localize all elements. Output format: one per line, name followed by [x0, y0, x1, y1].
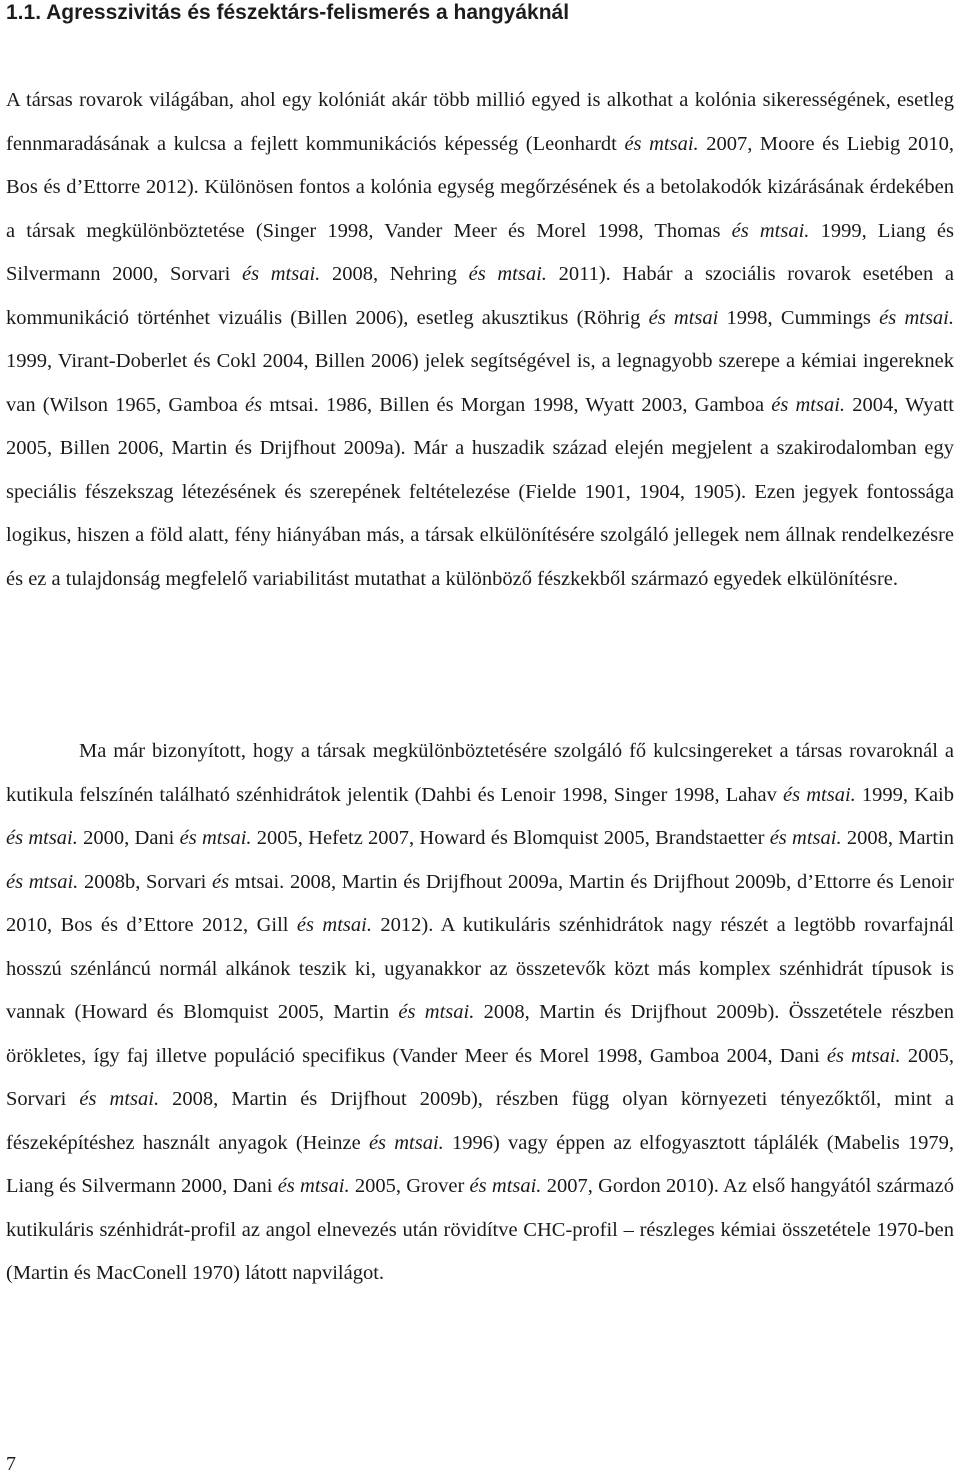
italic-citation-text: és mtsai. [826, 1044, 901, 1067]
paragraph-text: 2004, Wyatt 2005, Billen 2006, Martin és Drijfhout 2009a). Már a huszadik század elején megjelent a szakirodalomban egy speciális fészekszag létezésének és szerepének feltételezése (Fielde 1901, 1904, 1905). Ezen jegyek fontossága logikus, hiszen a föld alatt, fény hiányában más, a társak elkülönítésére szolgáló jellegek nem állnak rendelkezésre és ez a tulajdonság megfelelő variabilitást mutathat a különböző fészkekből származó egyedek elkülönítésre. [6, 393, 954, 590]
italic-citation-text: és mtsai. [783, 783, 856, 806]
paragraph-text: A társas rovarok világában, ahol egy kolóniát akár több millió egyed is alkothat a kolónia sikerességének, esetleg fennmaradásának a kulcsa a fejlett kommunikációs képesség (Leonhardt [6, 89, 954, 155]
italic-citation-text: és mtsai. [179, 827, 252, 849]
paragraph-text: 1998, Cummings [718, 306, 880, 329]
paragraph-text: 1999, Virant-Doberlet és Cokl 2004, Billen 2006) jelek segítségével is, a legnagyobb szerepe a kémiai ingereknek van (Wilson 1965, Gamboa [6, 350, 954, 416]
italic-citation-text: és mtsai. [6, 827, 78, 849]
paragraph-1 [6, 79, 954, 601]
italic-citation-text: és mtsai. [368, 1131, 444, 1154]
paragraph-text: 2011). Habár a szociális rovarok esetében a kommunikáció történhet vizuális (Billen 2006), esetleg akusztikus (Röhrig [6, 263, 954, 329]
italic-citation-text: és mtsai. [277, 1175, 350, 1197]
paragraph-text: 1996) vagy éppen az elfogyasztott táplálék (Mabelis 1979, Liang és Silvermann 2000, Dani [6, 1131, 955, 1197]
paragraph-text: 2008, Martin és Drijfhout 2009b), részben függ olyan környezeti tényezőktől, mint a fészeképítéshez használt anyagok (Heinze [6, 1088, 954, 1154]
paragraph-text: 2012). A kutikuláris szénhidrátok nagy részét a legtöbb rovarfajnál hosszú szénláncú normál alkánok teszik ki, ugyanakkor az összetevők közt más komplex szénhidrát típusok is vannak (Howard és Blomquist 2005, Martin [6, 914, 954, 1023]
italic-citation-text: és mtsai. [771, 393, 846, 416]
page-number: 7 [6, 1453, 16, 1475]
paragraph-text: mtsai. 1986, Billen és Morgan 1998, Wyatt 2003, Gamboa [262, 393, 772, 416]
paragraph-text: 2005, Hefetz 2007, Howard és Blomquist 2005, Brandstaetter [251, 827, 770, 849]
paragraph-text: mtsai. 2008, Martin és Drijfhout 2009a, Martin és Drijfhout 2009b, d’Ettorre és Lenoir 2010, Bos és d’Ettore 2012, Gill [6, 870, 955, 936]
paragraph-text: Ma már bizonyított, hogy a társak megkülönböztetésére szolgáló fő kulcsingereket a társas rovaroknál a kutikula felszínén található szénhidrátok jelentik (Dahbi és Lenoir 1998, Singer 1998, Lahav [6, 740, 954, 806]
paragraph-text: 2005, Sorvari [6, 1044, 955, 1110]
paragraph-2 [6, 730, 954, 1296]
italic-citation-text: és mtsai. [398, 1001, 475, 1023]
italic-citation-text: és mtsai. [6, 870, 79, 893]
italic-citation-text: és mtsai. [624, 132, 699, 155]
paragraph-text: 2007, Gordon 2010). Az első hangyától származó kutikuláris szénhidrát-profil az angol elnevezés után rövidítve CHC-profil – részleges kémiai összetétele 1970-ben (Martin és MacConell 1970) látott napvilágot. [6, 1175, 954, 1284]
italic-citation-text: és [212, 870, 230, 893]
paragraph-text: 2008, Martin [841, 827, 955, 849]
italic-citation-text: és mtsai. [242, 263, 321, 285]
italic-citation-text: és [245, 393, 263, 416]
paragraph-text: 1999, Kaib [855, 783, 954, 806]
italic-citation-text: és mtsai. [296, 914, 372, 936]
italic-citation-text: és mtsai. [469, 1175, 542, 1197]
paragraph-text: 2008b, Sorvari [78, 870, 213, 893]
italic-citation-text: és mtsai. [731, 219, 810, 242]
italic-citation-text: és mtsai. [769, 827, 842, 849]
paragraph-text: 2008, Martin és Drijfhout 2009b). Összetétele részben örökletes, így faj illetve populáció specifikus (Vander Meer és Morel 1998, Gamboa 2004, Dani [6, 1001, 954, 1067]
paragraph-text: 2000, Dani [77, 827, 180, 849]
paragraph-text: 2005, Grover [349, 1175, 470, 1197]
italic-citation-text: és mtsai [648, 306, 719, 329]
paragraph-text: 2008, Nehring [320, 263, 469, 285]
italic-citation-text: és mtsai. [468, 263, 547, 285]
paragraph-text: 2007, Moore és Liebig 2010, Bos és d’Ettorre 2012). Különösen fontos a kolónia egység megőrzésének és a betolakodók kizárásának érdekében a társak megkülönböztetése (Singer 1998, Vander Meer és Morel 1998, Thomas [6, 132, 955, 242]
section-heading: 1.1. Agresszivitás és fészektárs-felismerés a hangyáknál [6, 1, 570, 24]
italic-citation-text: és mtsai. [879, 306, 954, 329]
italic-citation-text: és mtsai. [79, 1088, 160, 1110]
paragraph-text: 1999, Liang és Silvermann 2000, Sorvari [6, 219, 954, 285]
